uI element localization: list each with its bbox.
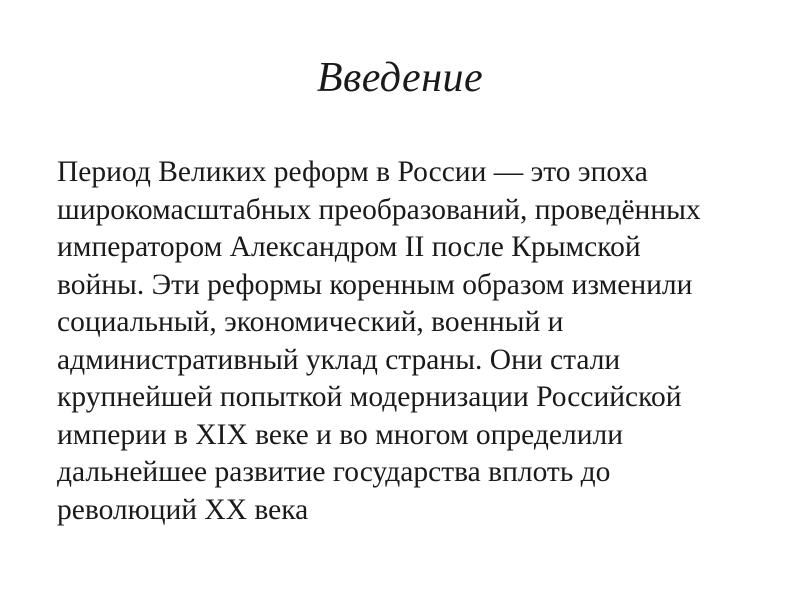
- body-line: империи в XIX веке и во многом определили: [57, 418, 623, 451]
- body-line: широкомасштабных преобразований, проведённых: [57, 193, 701, 226]
- body-line: дальнейшее развитие государства вплоть до: [57, 456, 611, 488]
- body-line: социальный, экономический, военный и: [57, 306, 564, 338]
- body-line: административный уклад страны. Они стали: [57, 343, 621, 376]
- body-line: войны. Эти реформы коренным образом изменили: [57, 268, 693, 301]
- slide-title: Введение: [316, 55, 484, 101]
- body-line: крупнейшей попыткой модернизации Российской: [57, 381, 682, 413]
- slide-body-text: [57, 154, 747, 529]
- body-line: революций XX века: [57, 493, 309, 526]
- body-line: императором Александром II после Крымской: [57, 231, 641, 263]
- body-line: Период Великих реформ в России — это эпоха: [57, 156, 648, 188]
